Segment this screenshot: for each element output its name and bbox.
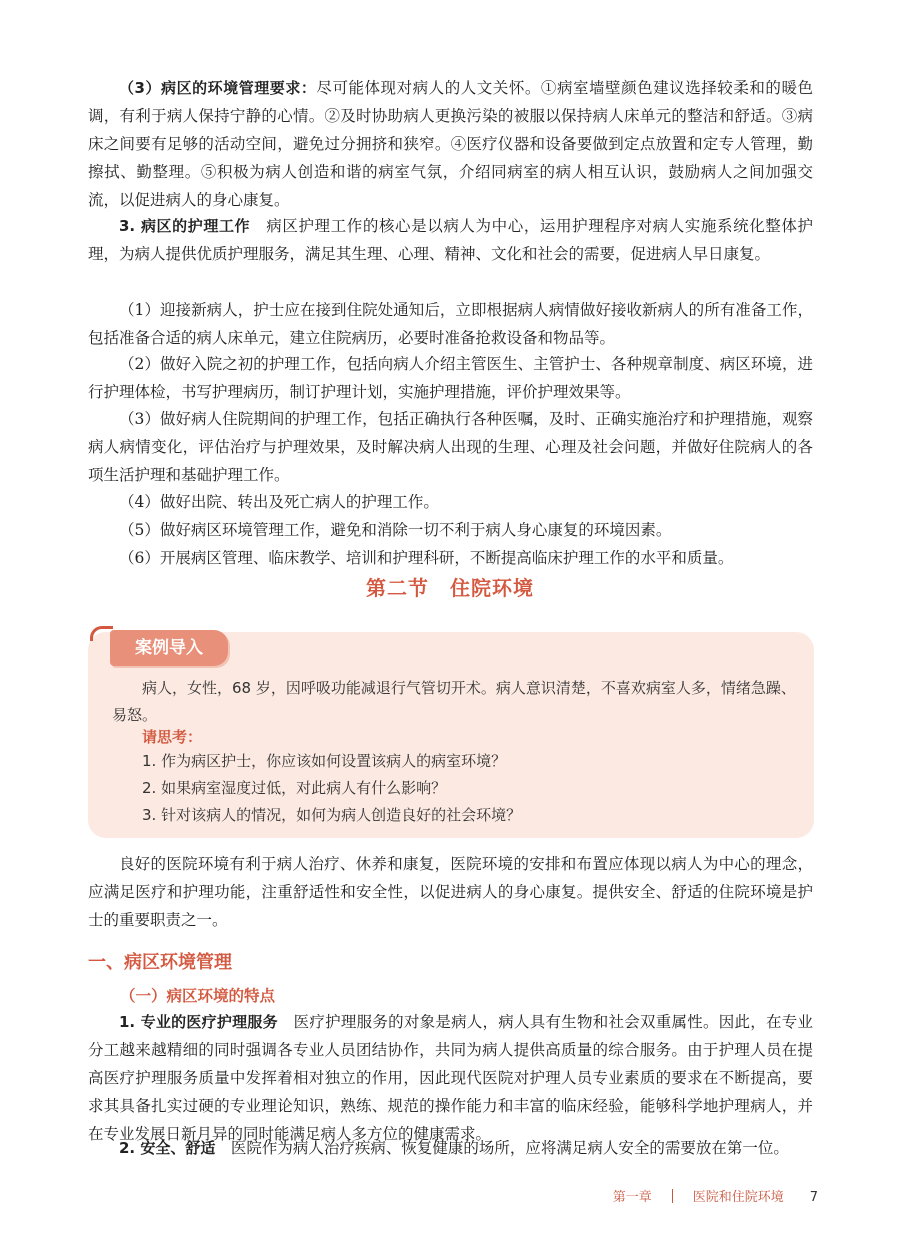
paragraph-item-1 xyxy=(88,296,813,352)
paragraph-item-6 xyxy=(88,544,813,572)
case-question: 2. 如果病室湿度过低，对此病人有什么影响？ xyxy=(142,779,447,797)
paragraph-text: 尽可能体现对病人的人文关怀。①病室墙壁颜色建议选择较柔和的暖色调，有利于病人保持宁静的心情。②及时协助病人更换污染的被服以保持病人床单元的整洁和舒适。③病床之间要有足够的活动空间，避免过分拥挤和狭窄。④医疗仪器和设备要做到定点放置和定专人管理，勤擦拭、勤整理。⑤积极为病人创造和谐的病室气氛，介绍同病室的病人相互认识，鼓励病人之间加强交流，以促进病人的身心康复。 xyxy=(88,79,813,209)
footer-separator xyxy=(672,1189,673,1203)
think-title: 请思考： xyxy=(142,728,203,746)
paragraph-text: （4）做好出院、转出及死亡病人的护理工作。 xyxy=(119,493,439,511)
heading-level-1: 一、病区环境管理 xyxy=(88,952,232,973)
paragraph-text: 病区护理工作的核心是以病人为中心，运用护理程序对病人实施系统化整体护理，为病人提供优质护理服务，满足其生理、心理、精神、文化和社会的需要，促进病人早日康复。 xyxy=(88,217,813,263)
paragraph-lead: 3. 病区的护理工作 xyxy=(119,217,251,235)
footer-chapter-title: 医院和住院环境 xyxy=(692,1190,784,1205)
paragraph-text: 医院作为病人治疗疾病、恢复健康的场所，应将满足病人安全的需要放在第一位。 xyxy=(215,1139,789,1157)
case-label: 案例导入 xyxy=(110,630,228,666)
paragraph-ward-nursing-work xyxy=(88,212,813,268)
intro-paragraph: 良好的医院环境有利于病人治疗、休养和康复，医院环境的安排和布置应体现以病人为中心的理念，应满足医疗和护理功能，注重舒适性和安全性，以促进病人的身心康复。提供安全、舒适的住院环境是护士的重要职责之一。 xyxy=(88,855,813,929)
case-text: 病人，女性，68 岁，因呼吸功能减退行气管切开术。病人意识清楚，不喜欢病室人多，情绪急躁、易怒。 xyxy=(112,679,796,724)
paragraph-text: 医疗护理服务的对象是病人，病人具有生物和社会双重属性。因此，在专业分工越来越精细的同时强调各专业人员团结协作，共同为病人提供高质量的综合服务。由于护理人员在提高医疗护理服务质量中发挥着相对独立的作用，因此现代医院对护理人员专业素质的要求在不断提高，要求其具备扎实过硬的专业理论知识，熟练、规范的操作能力和丰富的临床经验，能够科学地护理病人，并在专业发展日新月异的同时能满足病人多方位的健康需求。 xyxy=(88,1013,814,1143)
paragraph-text: （3）做好病人住院期间的护理工作，包括正确执行各种医嘱，及时、正确实施治疗和护理措施，观察病人病情变化，评估治疗与护理效果，及时解决病人出现的生理、心理及社会问题，并做好住院病人的各项生活护理和基础护理工作。 xyxy=(88,410,813,484)
paragraph-safety-comfort xyxy=(88,1134,813,1162)
case-question: 3. 针对该病人的情况，如何为病人创造良好的社会环境？ xyxy=(142,806,522,824)
page-number: 7 xyxy=(809,1190,818,1205)
footer-chapter: 第一章 xyxy=(612,1190,652,1205)
paragraph-ward-env-requirements xyxy=(88,74,813,214)
paragraph-item-5 xyxy=(88,516,813,544)
paragraph-item-3 xyxy=(88,405,813,489)
paragraph-text: （6）开展病区管理、临床教学、培训和护理科研，不断提高临床护理工作的水平和质量。 xyxy=(119,549,734,567)
paragraph-lead: 1. 专业的医疗护理服务 xyxy=(119,1013,278,1031)
paragraph-professional-service xyxy=(88,1008,813,1148)
paragraph-item-4 xyxy=(88,488,813,516)
paragraph-lead: （3）病区的环境管理要求： xyxy=(119,79,317,97)
paragraph-lead: 2. 安全、舒适 xyxy=(119,1139,216,1157)
section-title: 第二节 住院环境 xyxy=(366,576,534,600)
paragraph-text: （5）做好病区环境管理工作，避免和消除一切不利于病人身心康复的环境因素。 xyxy=(119,521,672,539)
heading-level-2: （一）病区环境的特点 xyxy=(120,987,276,1005)
page-footer xyxy=(613,1186,818,1205)
paragraph-text: （2）做好入院之初的护理工作，包括向病人介绍主管医生、主管护士、各种规章制度、病区环境，进行护理体检，书写护理病历，制订护理计划，实施护理措施，评价护理效果等。 xyxy=(88,355,813,401)
paragraph-text: （1）迎接新病人，护士应在接到住院处通知后，立即根据病人病情做好接收新病人的所有准备工作，包括准备合适的病人床单元，建立住院病历，必要时准备抢救设备和物品等。 xyxy=(88,301,813,347)
paragraph-item-2 xyxy=(88,350,813,406)
case-question: 1. 作为病区护士，你应该如何设置该病人的病室环境？ xyxy=(142,752,507,770)
